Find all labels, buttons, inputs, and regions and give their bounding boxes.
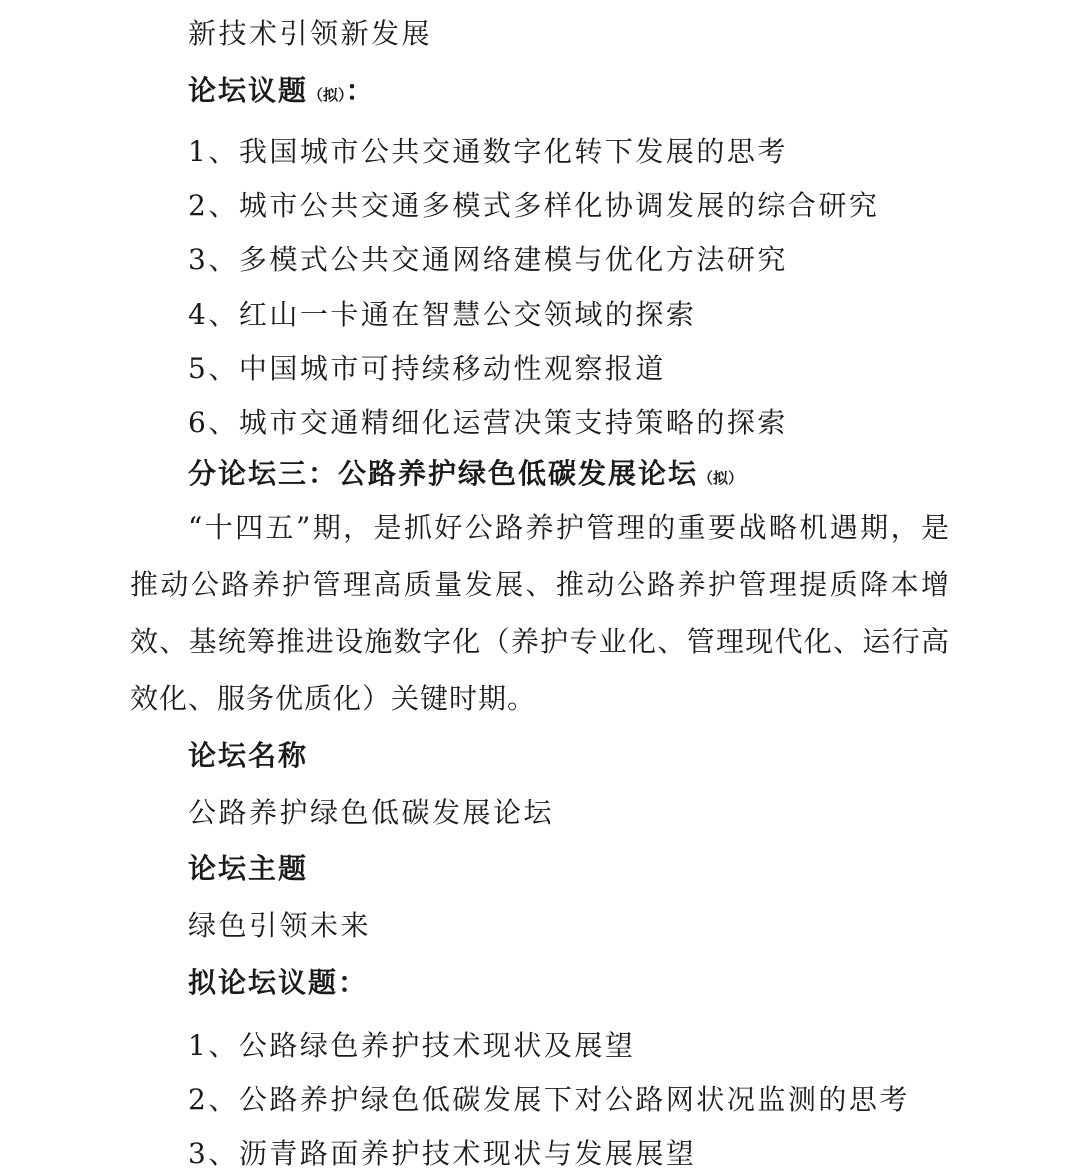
sub-forum-heading	[188, 456, 743, 496]
paragraph-line: 效、基统筹推进设施数字化（养护专业化、管理现代化、运行高	[130, 625, 950, 658]
forum-topic-text: 绿色引领未来	[188, 909, 372, 942]
list-item: 5、中国城市可持续移动性观察报道	[188, 352, 666, 385]
proposed-topics-heading: 拟论坛议题：	[188, 966, 369, 999]
list-item: 1、公路绿色养护技术现状及展望	[188, 1029, 636, 1062]
forum-name-text: 公路养护绿色低碳发展论坛	[188, 796, 555, 829]
heading-text: 论坛议题	[188, 74, 309, 107]
heading-colon: ：	[345, 74, 376, 107]
paragraph-line: “十四五”期，是抓好公路养护管理的重要战略机遇期，是	[188, 511, 950, 544]
list-item: 3、多模式公共交通网络建模与优化方法研究	[188, 243, 788, 276]
list-item: 2、城市公共交通多模式多样化协调发展的综合研究	[188, 189, 880, 222]
forum-topic-heading: 论坛主题	[188, 852, 309, 885]
paragraph-line: 效化、服务优质化）关键时期。	[130, 682, 537, 715]
list-item: 1、我国城市公共交通数字化转下发展的思考	[188, 135, 788, 168]
list-item: 3、沥青路面养护技术现状与发展展望	[188, 1137, 697, 1170]
forum-theme-text: 新技术引领新发展	[188, 17, 433, 50]
list-item: 2、公路养护绿色低碳发展下对公路网状况监测的思考	[188, 1083, 910, 1116]
section-heading-topics	[188, 73, 376, 113]
list-item: 4、红山一卡通在智慧公交领域的探索	[188, 298, 697, 331]
forum-name-heading: 论坛名称	[188, 739, 309, 772]
tentative-note: （拟）	[698, 469, 744, 487]
tentative-note: （拟）	[308, 86, 346, 104]
paragraph-line: 推动公路养护管理高质量发展、推动公路养护管理提质降本增	[130, 568, 950, 601]
list-item: 6、城市交通精细化运营决策支持策略的探索	[188, 406, 788, 439]
heading-text: 分论坛三：公路养护绿色低碳发展论坛	[188, 457, 699, 490]
